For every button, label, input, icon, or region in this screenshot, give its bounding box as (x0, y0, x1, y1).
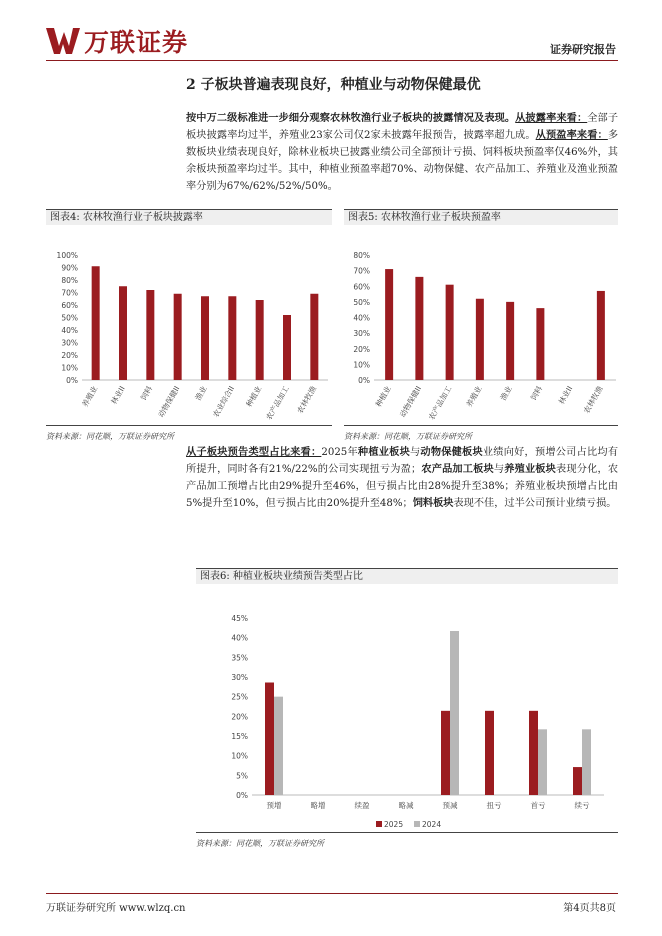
footer-rule (46, 893, 618, 894)
fig5-xtick: 饲料 (528, 384, 545, 402)
fig5-ytick: 30% (353, 329, 370, 339)
fig6-ytick: 30% (231, 673, 248, 682)
fig5-bar (446, 285, 454, 380)
para2-text5: 表现分化，农产品加工预增占比由29%提升至46%，但亏损占比由28%提升至38%；养殖业板块预增占比由5%提升至10%，但亏损占比由20%提升至48%； (186, 464, 619, 509)
para1-key1: 从披露率来看： (515, 112, 588, 124)
fig6-xtick: 续盈 (354, 801, 370, 810)
para2-bold2: 动物保健板块 (420, 446, 483, 458)
fig5-xtick: 林业II (556, 384, 575, 406)
fig4-ytick: 60% (61, 301, 78, 310)
fig4-rule (46, 425, 332, 426)
brand-name: 万联证券 (84, 28, 189, 57)
fig5-bar (506, 302, 514, 380)
fig4-bar (256, 300, 264, 380)
para2-bold5: 饲料板块 (412, 497, 454, 509)
para2-bold1: 种植业板块 (357, 446, 410, 458)
logo-w-icon (46, 26, 80, 56)
fig4-bar (174, 294, 182, 380)
fig5-chart (344, 225, 618, 421)
fig6-bar (538, 729, 547, 795)
fig4-ytick: 40% (61, 326, 78, 335)
fig5-xtick: 种植业 (373, 384, 393, 409)
para2-text1: 2025年 (321, 447, 358, 458)
fig4-bar (92, 266, 100, 380)
fig6-xtick: 略减 (398, 801, 414, 810)
fig4-bar (119, 286, 127, 380)
fig6-bar (265, 683, 274, 795)
fig4-xtick: 饲料 (138, 384, 155, 402)
figure-6 (196, 568, 618, 849)
fig5-ytick: 70% (353, 266, 370, 276)
para2-text2: 与 (409, 447, 421, 458)
fig6-legend-label: 2024 (422, 820, 442, 828)
fig6-xtick: 预增 (266, 801, 282, 810)
fig6-xtick: 续亏 (574, 801, 590, 810)
fig4-xtick: 动物保健II (156, 384, 182, 419)
para2-text3: 业绩向好，预增公司占比均有所提升，同时各有21%/22%的公司实现扭亏为盈； (186, 447, 619, 475)
fig6-bar (441, 711, 450, 795)
fig5-source: 资料来源：同花顺，万联证券研究所 (344, 432, 472, 441)
para2-text6: 表现不佳，过半公司预计业绩亏损。 (453, 498, 617, 509)
fig6-ytick: 0% (236, 791, 248, 800)
fig5-ytick: 50% (353, 297, 370, 307)
fig5-bar (536, 308, 544, 380)
fig5-bar (415, 277, 423, 380)
figure-4 (46, 209, 332, 442)
fig6-bar (529, 711, 538, 795)
fig6-legend-swatch (376, 821, 382, 827)
fig4-bar (283, 315, 291, 380)
footer-site: 万联证券研究所 www.wlzq.cn (46, 903, 186, 914)
fig4-bar (146, 290, 154, 380)
para1-lead: 按中万二级标准进一步细分观察农林牧渔行业子板块的披露情况及表现。 (186, 112, 516, 124)
fig4-source: 资料来源：同花顺，万联证券研究所 (46, 432, 174, 441)
fig5-ytick: 60% (353, 282, 370, 292)
fig6-xtick: 首亏 (530, 801, 546, 810)
section-title: 2 子板块普遍表现良好，种植业与动物保健最优 (186, 77, 481, 93)
fig4-ytick: 70% (61, 288, 78, 298)
fig5-title: 图表5: 农林牧渔行业子板块预盈率 (344, 209, 618, 225)
fig5-bar (476, 299, 484, 380)
para2-text4: 与 (493, 464, 505, 475)
fig4-ytick: 20% (61, 351, 78, 360)
fig6-ytick: 5% (236, 771, 248, 781)
fig6-chart (196, 584, 618, 828)
para1-text1: 全部子板块披露率均过半，养殖业23家公司仅2家未披露年报预告，披露率超九成。 (186, 113, 619, 141)
fig6-ytick: 45% (231, 614, 248, 623)
para2-bold3: 农产品加工板块 (421, 463, 494, 475)
fig6-ytick: 40% (231, 633, 248, 643)
fig4-ytick: 30% (61, 338, 78, 348)
fig5-ytick: 20% (353, 344, 370, 354)
fig5-xtick: 动物保健II (398, 384, 424, 419)
fig4-xtick: 渔业 (193, 384, 209, 402)
fig5-ytick: 80% (353, 251, 370, 260)
fig4-xtick: 种植业 (244, 384, 264, 409)
fig6-title: 图表6: 种植业板块业绩预告类型占比 (196, 568, 618, 584)
fig6-xtick: 预减 (442, 801, 458, 810)
para2-key1: 从子板块预告类型占比来看： (186, 446, 322, 458)
fig5-xtick: 渔业 (498, 384, 514, 402)
fig4-ytick: 0% (66, 376, 78, 385)
fig6-ytick: 10% (231, 751, 248, 761)
fig6-legend-swatch (414, 821, 420, 827)
fig6-ytick: 15% (231, 732, 248, 741)
fig6-xtick: 扭亏 (486, 801, 502, 810)
figure-5 (344, 209, 618, 442)
fig4-ytick: 90% (61, 263, 78, 273)
fig6-bar (573, 767, 582, 795)
fig6-bar (274, 697, 283, 795)
fig5-ytick: 0% (358, 376, 370, 385)
fig5-ytick: 10% (353, 360, 370, 370)
fig4-xtick: 农产品加工 (264, 384, 291, 421)
fig5-bar (385, 269, 393, 380)
fig6-bar (582, 729, 591, 795)
fig6-bar (485, 711, 494, 795)
fig4-xtick: 农林牧渔 (295, 384, 319, 415)
fig5-xtick: 农产品加工 (426, 384, 454, 421)
fig6-rule (196, 832, 618, 833)
fig6-bar (450, 631, 459, 795)
fig6-source: 资料来源：同花顺，万联证券研究所 (196, 839, 324, 848)
header-rule (46, 60, 618, 61)
fig6-legend-label: 2025 (384, 820, 404, 828)
fig4-bar (228, 296, 236, 380)
fig6-ytick: 35% (231, 653, 248, 663)
para1-text2: 多数板块业绩表现良好，除林业板块已披露业绩公司全部预计亏损、饲料板块预盈率仅46%外，其余板块预盈率均过半。其中，种植业预盈率超70%、动物保健、农产品加工、养殖业及渔业预盈率分别为67%/62%/52%/50%。 (186, 130, 619, 192)
fig4-bar (310, 294, 318, 380)
para2-bold4: 养殖业板块 (504, 463, 557, 475)
fig5-bar (597, 291, 605, 380)
fig4-title: 图表4: 农林牧渔行业子板块披露率 (46, 209, 332, 225)
report-type: 证券研究报告 (550, 43, 616, 56)
fig5-xtick: 农林牧渔 (581, 384, 605, 415)
brand-logo (46, 24, 188, 58)
fig4-chart (46, 225, 332, 421)
fig5-xtick: 养殖业 (464, 384, 484, 409)
fig4-xtick: 养殖业 (80, 384, 100, 409)
fig4-xtick: 林业II (109, 384, 127, 406)
page-number: 第4页共8页 (563, 903, 616, 914)
fig5-ytick: 40% (353, 313, 370, 323)
fig4-bar (201, 296, 209, 380)
fig6-ytick: 25% (231, 692, 248, 702)
para1-key2: 从预盈率来看： (535, 129, 608, 141)
fig4-xtick: 农业综合II (211, 384, 237, 419)
fig6-ytick: 20% (231, 712, 248, 722)
paragraph-disclosure (186, 110, 618, 195)
fig6-xtick: 略增 (310, 801, 326, 810)
paragraph-forecast-type (186, 444, 618, 512)
fig5-rule (344, 425, 618, 426)
fig4-ytick: 100% (56, 251, 78, 260)
fig4-ytick: 50% (61, 313, 78, 323)
fig4-ytick: 10% (61, 363, 78, 373)
fig4-ytick: 80% (61, 276, 78, 285)
